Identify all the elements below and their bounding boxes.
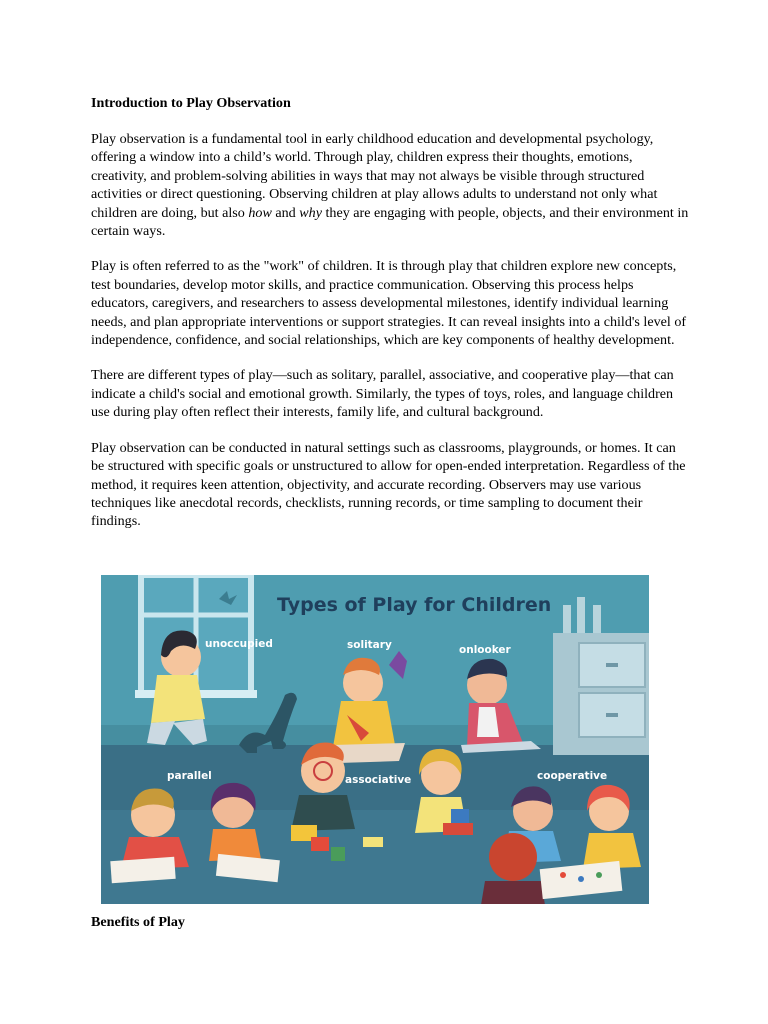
paragraph-2 (91, 257, 691, 349)
label-onlooker: onlooker (459, 644, 511, 656)
text-run: Play is often referred to as the "work" of children. It is through play that children explore new concepts, test boundaries, develop motor skills, and practice communication. Observing this process helps educators, caregivers, and researchers to assess developmental milestones, identify individual learning needs, and plan appropriate interventions or support strategies. It can reveal insights into a child's level of independence, confidence, and social relationships, which are key components of healthy development. (91, 258, 687, 349)
italic-text: why (299, 204, 322, 221)
label-cooperative: cooperative (537, 770, 608, 782)
figure-title: Types of Play for Children (277, 594, 552, 616)
paragraph-1 (91, 130, 691, 240)
text-run: Play observation can be conducted in natural settings such as classrooms, playgrounds, or homes. It can be structured with specific goals or unstructured to allow for open-ended interpretation. Regardless of the method, it requires keen attention, objectivity, and accurate recording. Observers may use various techniques like anecdotal records, checklists, running records, or time sampling to document their findings. (91, 439, 686, 530)
label-unoccupied: unoccupied (205, 638, 273, 650)
intro-heading: Introduction to Play Observation (91, 95, 291, 111)
paragraph-3 (91, 366, 691, 421)
benefits-heading: Benefits of Play (91, 914, 185, 930)
paragraph-4 (91, 439, 691, 531)
document-body (91, 94, 691, 531)
text-run: they are engaging with people, objects, and their environment in certain ways. (91, 204, 689, 240)
types-of-play-illustration (101, 575, 649, 904)
label-parallel: parallel (167, 770, 212, 782)
text-run: There are different types of play—such as solitary, parallel, associative, and cooperative play—that can indicate a child's social and emotional growth. Similarly, the types of toys, roles, and language children use during play often reflect their interests, family life, and cultural background. (91, 367, 674, 421)
italic-text: how (248, 204, 272, 221)
text-run: Play observation is a fundamental tool in early childhood education and developmental psychology, offering a window into a child’s world. Through play, children express their thoughts, emotions, creativity, and problem-solving abilities in ways that may not always be visible through structured activities or direct questioning. Observing children at play allows adults to understand not only what children are doing, but also (91, 131, 658, 221)
label-solitary: solitary (347, 639, 392, 651)
text-run: and (271, 204, 300, 221)
label-associative: associative (345, 774, 412, 786)
